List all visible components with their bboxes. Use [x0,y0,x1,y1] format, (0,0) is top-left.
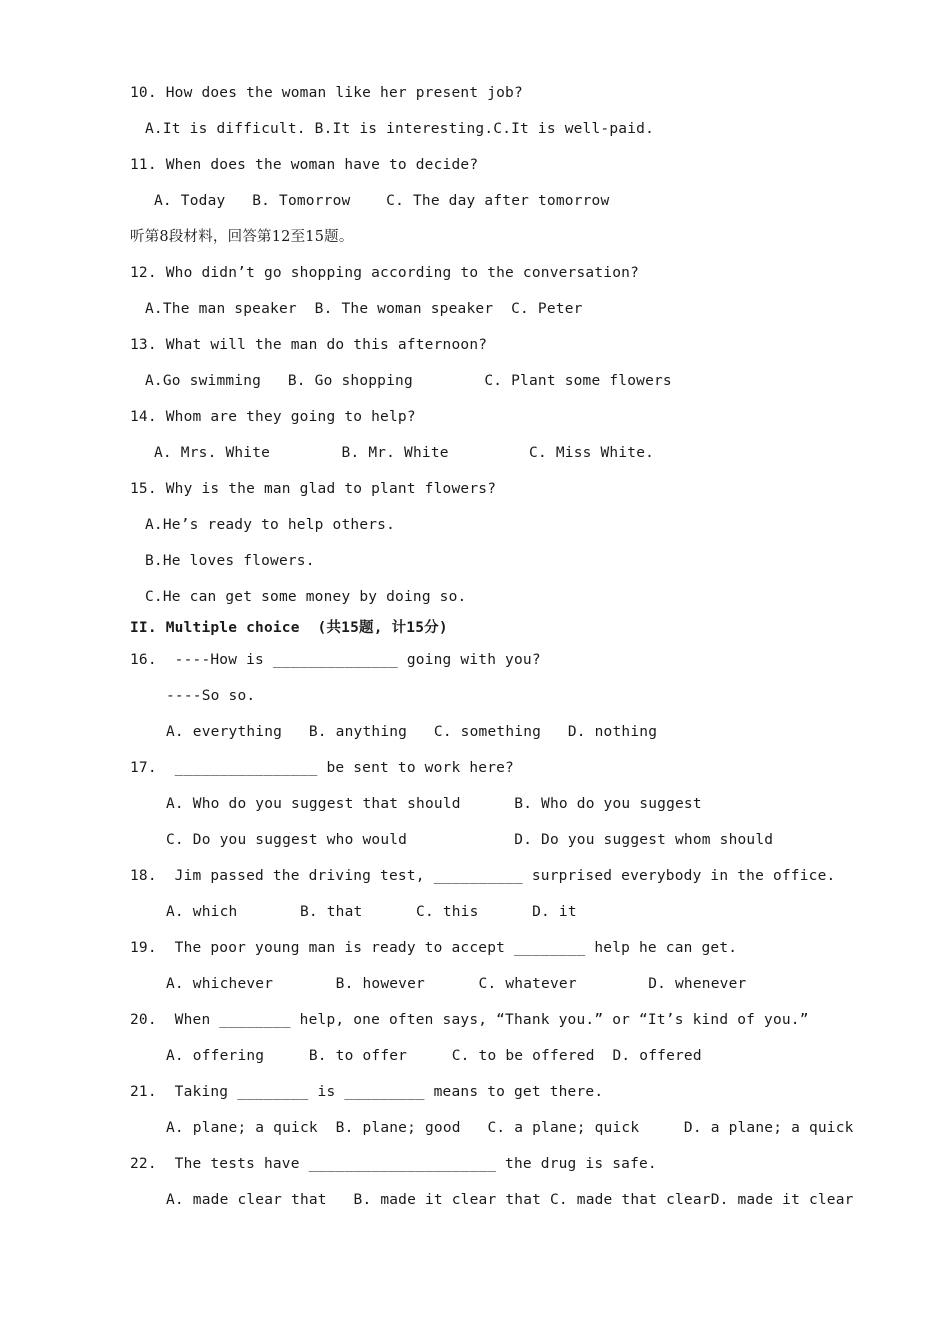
q12-options: A.The man speaker B. The woman speaker C. Peter [145,301,583,317]
q21-question: 21. Taking ________ is _________ means to get there. [130,1084,604,1100]
section8-instruction: 听第8段材料，回答第12至15题。 [130,229,354,245]
q22-question: 22. The tests have _____________________ the drug is safe. [130,1156,657,1172]
q19-question: 19. The poor young man is ready to accept ________ help he can get. [130,940,738,956]
q17-question: 17. ________________ be sent to work here? [130,760,514,776]
q20-options: A. offering B. to offer C. to be offered D. offered [166,1048,702,1064]
q16-question: 16. ----How is ______________ going with you? [130,652,541,668]
q14-options: A. Mrs. White B. Mr. White C. Miss White. [154,445,655,461]
q11-question: 11. When does the woman have to decide? [130,157,479,173]
q20-question: 20. When ________ help, one often says, “Thank you.” or “It’s kind of you.” [130,1012,809,1028]
q21-options: A. plane; a quick B. plane; good C. a plane; quick D. a plane; a quick [166,1120,854,1136]
q10-question: 10. How does the woman like her present job? [130,85,523,101]
q11-options: A. Today B. Tomorrow C. The day after tomorrow [154,193,610,209]
q15-option-b: B.He loves flowers. [145,553,315,569]
q15-option-c: C.He can get some money by doing so. [145,589,467,605]
q22-options: A. made clear that B. made it clear that C. made that clearD. made it clear [166,1192,854,1208]
q14-question: 14. Whom are they going to help? [130,409,416,425]
q16-reply: ----So so. [166,688,256,704]
q15-question: 15. Why is the man glad to plant flowers? [130,481,497,497]
q17-options-cd: C. Do you suggest who would D. Do you suggest whom should [166,832,774,848]
q13-options: A.Go swimming B. Go shopping C. Plant some flowers [145,373,672,389]
q18-question: 18. Jim passed the driving test, __________ surprised everybody in the office. [130,868,836,884]
multiple-choice-heading: II. Multiple choice (共15题, 计15分) [130,620,448,636]
q17-options-ab: A. Who do you suggest that should B. Who do you suggest [166,796,702,812]
q13-question: 13. What will the man do this afternoon? [130,337,488,353]
q19-options: A. whichever B. however C. whatever D. whenever [166,976,747,992]
q16-options: A. everything B. anything C. something D. nothing [166,724,658,740]
q10-options: A.It is difficult. B.It is interesting.C.It is well-paid. [145,121,654,137]
q18-options: A. which B. that C. this D. it [166,904,577,920]
q12-question: 12. Who didn’t go shopping according to the conversation? [130,265,639,281]
q15-option-a: A.He’s ready to help others. [145,517,396,533]
